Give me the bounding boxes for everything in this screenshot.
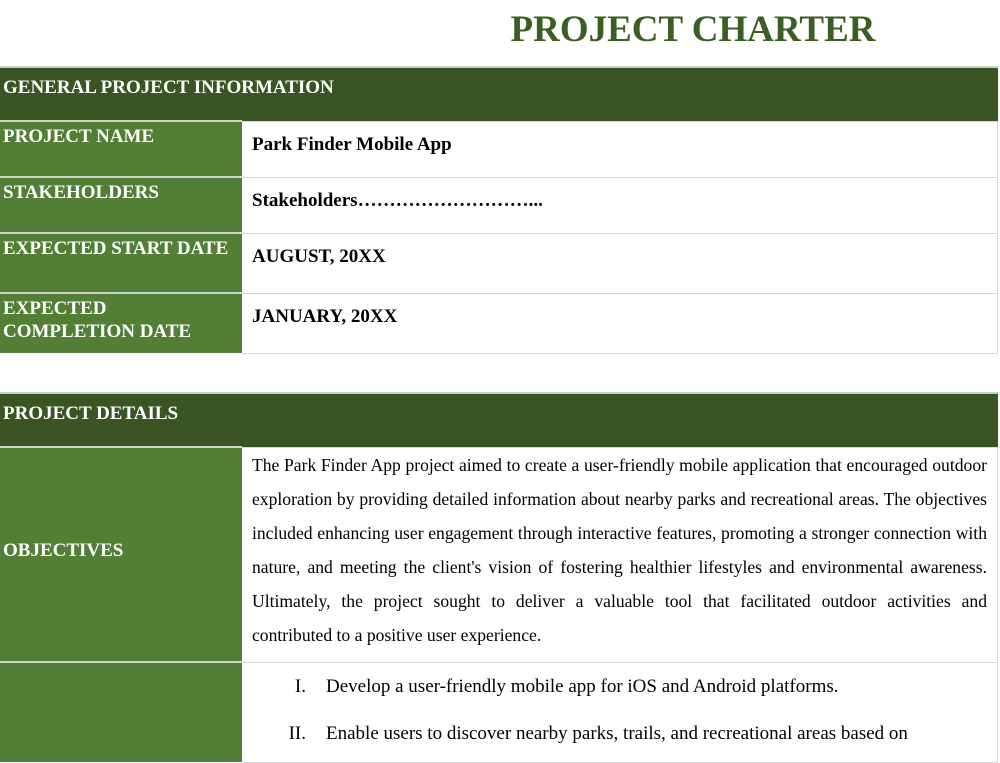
list-text: Develop a user-friendly mobile app for iOS and Android platforms.	[326, 675, 839, 697]
value-project-name: Park Finder Mobile App	[242, 121, 998, 177]
label-start-date: EXPECTED START DATE	[0, 233, 242, 293]
project-details-table	[0, 392, 998, 763]
label-stakeholders: STAKEHOLDERS	[0, 177, 242, 233]
value-start-date: AUGUST, 20XX	[242, 233, 998, 293]
objectives-text: The Park Finder App project aimed to create a user-friendly mobile application that encouraged outdoor exploration by providing detailed information about nearby parks and recreational areas. The objectives included enhancing user engagement through interactive features, promoting a stronger connection with nature, and meeting the client's vision of fostering healthier lifestyles and environmental awareness. Ultimately, the project sought to deliver a valuable tool that facilitated outdoor activities and contributed to a positive user experience.	[242, 447, 998, 662]
list-number: I.	[294, 675, 306, 697]
general-info-table	[0, 66, 998, 354]
list-item	[252, 710, 987, 757]
label-objectives: OBJECTIVES	[0, 447, 242, 662]
list-text: Enable users to discover nearby parks, trails, and recreational areas based on	[326, 722, 908, 744]
list-number: II.	[288, 722, 306, 744]
label-completion-date: EXPECTED COMPLETION DATE	[0, 293, 242, 353]
value-stakeholders: Stakeholders………………………...	[242, 177, 998, 233]
list-item	[252, 663, 987, 710]
label-empty	[0, 662, 242, 762]
value-completion-date: JANUARY, 20XX	[242, 293, 998, 353]
section-header: PROJECT DETAILS	[0, 393, 998, 447]
page-title: PROJECT CHARTER	[510, 9, 876, 50]
goals-cell	[242, 662, 998, 762]
goals-list	[252, 663, 987, 757]
section-header: GENERAL PROJECT INFORMATION	[0, 67, 998, 121]
label-project-name: PROJECT NAME	[0, 121, 242, 177]
